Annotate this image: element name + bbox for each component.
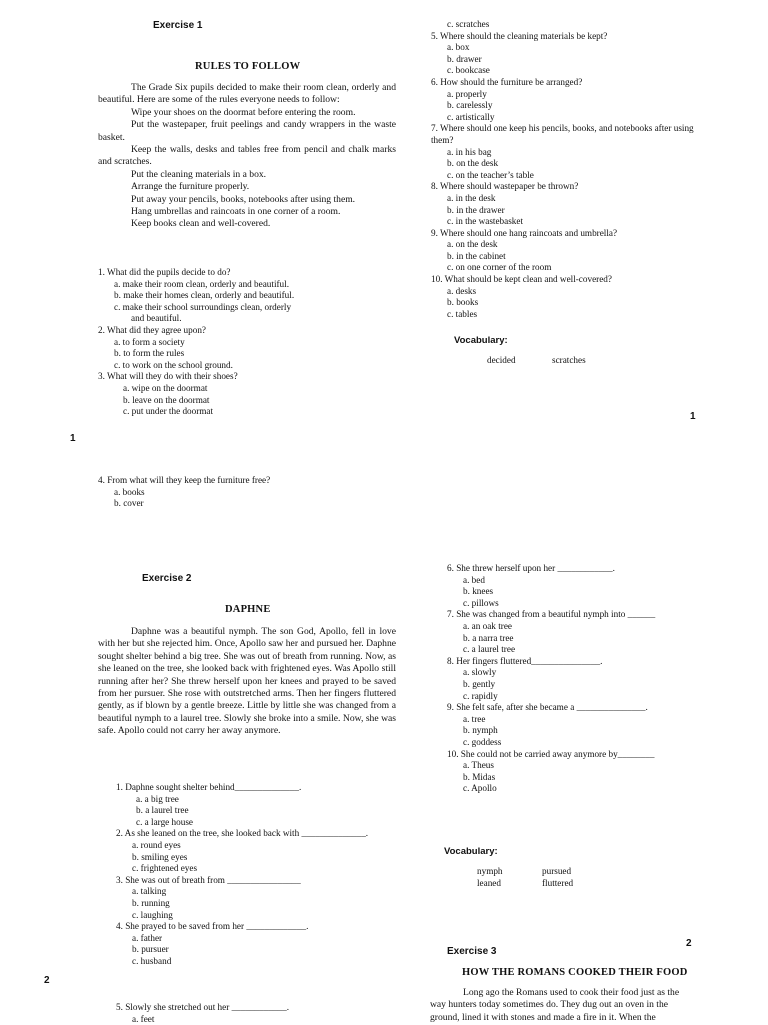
passage-line: way hunters today sometimes do. They dug out an oven in the: [430, 999, 669, 1011]
exercise-1-title: RULES TO FOLLOW: [195, 61, 301, 72]
exercise-3-title: HOW THE ROMANS COOKED THEIR FOOD: [462, 967, 688, 978]
answer-option: a. talking: [132, 886, 167, 897]
answer-option: b. on the desk: [447, 158, 499, 169]
rule-item: Put the cleaning materials in a box.: [131, 168, 267, 180]
exercise-2-questions-left: [116, 782, 416, 968]
question: 3. What will they do with their shoes?: [98, 371, 238, 382]
answer-option: b. running: [132, 897, 170, 908]
answer-option: c. Apollo: [463, 783, 497, 794]
answer-option: b. make their homes clean, orderly and beautiful.: [114, 290, 295, 301]
answer-option: c. scratches: [447, 19, 490, 29]
vocabulary-label: Vocabulary:: [454, 335, 508, 346]
question: 6. She threw herself upon her ____________.: [447, 563, 615, 573]
question: 7. She was changed from a beautiful nymph into ______: [447, 609, 656, 620]
page-number: 2: [686, 938, 692, 949]
answer-option: a. in the desk: [447, 192, 496, 203]
question: 6. How should the furniture be arranged?: [431, 76, 583, 87]
exercise-1-question-4: [98, 475, 398, 510]
answer-option: c. a large house: [136, 816, 193, 827]
answer-option: c. artistically: [447, 111, 495, 122]
exercise-3-passage: [430, 987, 728, 1024]
question: 1. What did the pupils decide to do?: [98, 267, 231, 277]
answer-option: b. pursuer: [132, 944, 169, 955]
answer-option: a. to form a society: [114, 336, 185, 347]
answer-option: b. to form the rules: [114, 348, 185, 359]
vocabulary-label: Vocabulary:: [444, 846, 498, 857]
vocabulary-word: pursued: [542, 866, 572, 876]
question: 1. Daphne sought shelter behind______________.: [116, 782, 302, 792]
vocabulary-word: nymph: [477, 866, 503, 876]
answer-option: c. make their school surroundings clean, orderly: [114, 301, 292, 312]
rule-item: Keep books clean and well-covered.: [131, 218, 271, 230]
question: 9. She felt safe, after she became a _______________.: [447, 702, 648, 713]
question: 7. Where should one keep his pencils, books, and notebooks after using: [431, 123, 694, 134]
answer-option: a. in his bag: [447, 146, 492, 157]
rule-item: Hang umbrellas and raincoats in one corner of a room.: [131, 206, 341, 218]
answer-option: a. make their room clean, orderly and beautiful.: [114, 278, 290, 289]
answer-option: c. to work on the school ground.: [114, 359, 233, 370]
question: 8. Her fingers fluttered_______________.: [447, 655, 603, 666]
answer-option: b. gently: [463, 678, 496, 689]
rule-item: Wipe your shoes on the doormat before entering the room.: [131, 106, 356, 118]
answer-option: b. books: [447, 297, 479, 308]
exercise-2-questions-right: [447, 563, 747, 795]
answer-option: b. drawer: [447, 53, 482, 64]
question: 9. Where should one hang raincoats and umbrella?: [431, 227, 618, 238]
answer-option-continued: and beautiful.: [131, 313, 182, 324]
question: 4. From what will they keep the furniture free?: [98, 475, 271, 485]
answer-option: a. books: [114, 486, 145, 497]
question: 2. As she leaned on the tree, she looked back with ______________.: [116, 828, 369, 839]
exercise-3-heading: Exercise 3: [447, 946, 497, 957]
rule-item: Arrange the furniture properly.: [131, 181, 250, 193]
rule-item: Put away your pencils, books, notebooks after using them.: [131, 193, 356, 205]
page-number: 1: [70, 433, 76, 444]
answer-option: a. wipe on the doormat: [123, 382, 208, 393]
answer-option: a. properly: [447, 88, 487, 99]
answer-option: c. tables: [447, 308, 478, 319]
answer-option: b. nymph: [463, 725, 498, 736]
answer-option: b. a narra tree: [463, 632, 514, 643]
answer-option: a. feet: [132, 1013, 155, 1024]
daphne-story: Daphne was a beautiful nymph. The son God, Apollo, fell in love with her but she rejected him. Once, Apollo saw her and pursued her. Daphne sought shelter behind a big tree. She was out of breath from running. Now, as she leaned on the tree, she looked back with frightened eyes. Was Apollo still running after her? She threw herself upon her knees and prayed to be saved from her pursuer. She rose with outstretched arms. Then her fingers fluttered gently, as if blown by a gentle breeze. Little by little she was changed from a beautiful nymph to a laurel tree. Slowly she broke into a smile. Now, she was safe. Apollo could not carry her away anymore.: [98, 626, 396, 737]
rule-item: Put the wastepaper, fruit peelings and candy wrappers in the waste basket.: [98, 119, 396, 143]
answer-option: b. smiling eyes: [132, 851, 188, 862]
question: 2. What did they agree upon?: [98, 324, 207, 335]
question: 10. She could not be carried away anymore by________: [447, 748, 655, 759]
answer-option: c. on the teacher’s table: [447, 169, 534, 180]
answer-option: b. in the cabinet: [447, 250, 506, 261]
vocabulary-word: fluttered: [542, 877, 574, 888]
page-number: 2: [44, 975, 50, 986]
answer-option: b. Midas: [463, 771, 496, 782]
answer-option: c. husband: [132, 955, 172, 966]
question: 10. What should be kept clean and well-covered?: [431, 274, 612, 285]
question: 5. Slowly she stretched out her ____________.: [116, 1002, 290, 1012]
answer-option: c. put under the doormat: [123, 406, 214, 417]
answer-option: a. tree: [463, 713, 486, 724]
answer-option: c. goddess: [463, 736, 502, 747]
question: 8. Where should wastepaper be thrown?: [431, 181, 579, 192]
answer-option: c. a laurel tree: [463, 644, 516, 655]
vocabulary-word: leaned: [477, 877, 501, 888]
intro-paragraph: The Grade Six pupils decided to make their room clean, orderly and beautiful. Here are some of the rules everyone needs to follow:: [98, 82, 396, 106]
page-number: 1: [690, 411, 696, 422]
passage-line: ground, lined it with stones and made a fire in it. When the: [430, 1011, 656, 1023]
answer-option: c. frightened eyes: [132, 863, 198, 874]
vocabulary-word: decided: [487, 355, 516, 365]
answer-option: b. in the drawer: [447, 204, 505, 215]
answer-option: b. a laurel tree: [136, 805, 189, 816]
answer-option: a. father: [132, 932, 163, 943]
question: 4. She prayed to be saved from her _____________.: [116, 921, 309, 932]
vocabulary-column: [477, 866, 503, 889]
answer-option: a. round eyes: [132, 839, 181, 850]
answer-option: c. in the wastebasket: [447, 216, 524, 227]
exercise-1-questions-left: [98, 267, 398, 418]
vocabulary-column: [542, 866, 573, 889]
answer-option: b. knees: [463, 586, 494, 597]
answer-option: a. bed: [463, 574, 485, 585]
answer-option: b. cover: [114, 498, 144, 509]
answer-option: a. slowly: [463, 667, 497, 678]
answer-option: c. rapidly: [463, 690, 498, 701]
exercise-2-title: DAPHNE: [225, 604, 271, 615]
exercise-1-heading: Exercise 1: [153, 20, 203, 31]
answer-option: a. Theus: [463, 760, 494, 771]
answer-option: b. leave on the doormat: [123, 394, 210, 405]
answer-option: a. an oak tree: [463, 620, 512, 631]
answer-option: b. carelessly: [447, 100, 493, 111]
passage-line: Long ago the Romans used to cook their food just as the: [463, 987, 680, 998]
answer-option: c. bookcase: [447, 65, 490, 76]
question: 5. Where should the cleaning materials be kept?: [431, 30, 608, 41]
answer-option: a. box: [447, 42, 470, 53]
exercise-1-passage: [98, 82, 396, 231]
answer-option: a. a big tree: [136, 793, 179, 804]
vocabulary-word: scratches: [552, 355, 586, 365]
exercise-2-heading: Exercise 2: [142, 573, 192, 584]
exercise-2-question-5: [116, 1002, 416, 1025]
answer-option: a. on the desk: [447, 239, 498, 250]
rule-item: Keep the walls, desks and tables free from pencil and chalk marks and scratches.: [98, 144, 396, 168]
exercise-1-questions-right: [431, 19, 751, 320]
answer-option: c. laughing: [132, 909, 173, 920]
answer-option: a. desks: [447, 285, 477, 296]
answer-option: c. pillows: [463, 597, 499, 608]
answer-option: c. on one corner of the room: [447, 262, 552, 273]
question: 3. She was out of breath from ________________: [116, 874, 301, 885]
question-continued: them?: [431, 134, 454, 145]
